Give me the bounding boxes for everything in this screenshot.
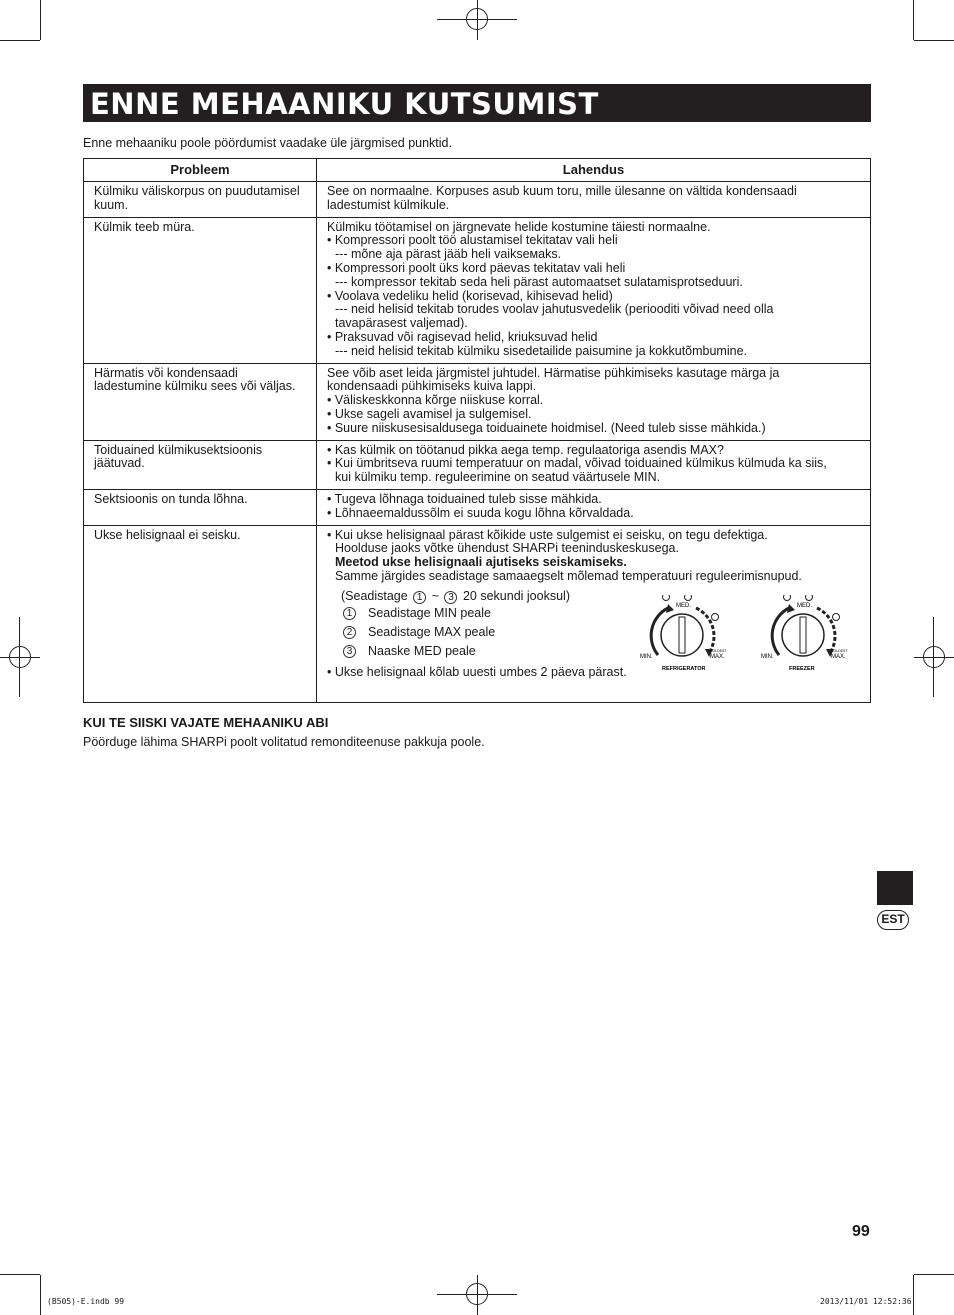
solution-text: Hoolduse jaoks võtke ühendust SHARPi teeninduskeskusega. (335, 541, 679, 556)
step-number: 1 (343, 607, 356, 620)
solution-text: • Suure niiskusesisaldusega toiduainete hoidmisel. (Need tuleb sisse mähkida.) (327, 420, 766, 435)
solution-text: --- kompressor tekitab seda heli pärast automaatset sulatamisprotseduuri. (335, 274, 743, 289)
registration-mark (466, 1283, 488, 1305)
header-problem: Probleem (84, 159, 317, 182)
step-number: 2 (343, 626, 356, 639)
crop-mark (914, 1274, 954, 1275)
problem-text: Külmiku väliskorpus on puudutamisel (94, 184, 300, 198)
problem-text: Ukse helisignaal ei seisku. (94, 527, 241, 542)
table-header-row (84, 159, 871, 182)
solution-text: --- neid helisid tekitab külmiku sisedetailide paisumine ja kokkutõmbumine. (335, 343, 747, 358)
crop-mark (913, 1275, 914, 1315)
crop-mark (0, 1274, 40, 1275)
problem-text: kuum. (94, 197, 129, 212)
title-bar (83, 84, 871, 122)
solution-text: • Väliskeskkonna kõrge niiskuse korral. (327, 393, 544, 408)
table-row (84, 440, 871, 489)
solution-text: • Kompressori poolt üks kord päevas tekitatav vali heli (327, 260, 626, 275)
solution-text: • Ukse sageli avamisel ja sulgemisel. (327, 406, 532, 421)
solution-text: kondensaadi pühkimiseks kuiva lappi. (327, 379, 537, 394)
solution-cell (317, 525, 871, 702)
solution-text: Samme järgides seadistage samaaegselt mõlemad temperatuuri reguleerimisnupud. (335, 568, 802, 583)
section-text: Pöörduge lähima SHARPi poolt volitatud remonditeenuse pakkuja poole. (83, 735, 485, 749)
dial-max-label: MAX. (831, 653, 846, 660)
step-number: 3 (343, 645, 356, 658)
table-row-last (84, 525, 871, 702)
problem-cell (84, 182, 317, 218)
solution-cell (317, 363, 871, 440)
table-row (84, 489, 871, 525)
problem-text: Külmik teeb müra. (94, 219, 195, 234)
temperature-dials-illustration (637, 595, 877, 680)
page-title: ENNE MEHAANIKU KUTSUMIST (90, 87, 599, 121)
crop-mark (40, 0, 41, 40)
dial-name-label: FREEZER (789, 665, 815, 672)
final-note: • Ukse helisignaal kõlab uuesti umbes 2 päeva pärast. (327, 665, 627, 680)
crop-mark (913, 0, 914, 40)
solution-text: kui külmiku temp. reguleerimine on seatud väärtusele MIN. (335, 470, 661, 485)
problem-text: ladestumine külmiku sees või väljas. (94, 379, 296, 394)
problem-cell (84, 440, 317, 489)
problem-cell (84, 525, 317, 702)
table-row (84, 182, 871, 218)
solution-text: --- mõne aja pärast jääb heli vaikseмaks. (335, 247, 562, 262)
solution-cell (317, 440, 871, 489)
solution-text: Külmiku töötamisel on järgnevate helide kostumine täiesti normaalne. (327, 219, 711, 234)
step-label: Seadistage MIN peale (368, 605, 491, 620)
step-number: 3 (444, 591, 457, 604)
timing-note: (Seadistage 1 ~ 3 20 sekundi jooksul) (341, 588, 570, 603)
crop-mark (0, 40, 40, 41)
crop-mark (40, 1275, 41, 1315)
problem-cell (84, 363, 317, 440)
solution-text: Meetod ukse helisignaali ajutiseks seiskamiseks. (335, 555, 627, 570)
problem-cell (84, 489, 317, 525)
solution-cell (317, 182, 871, 218)
section-title: KUI TE SIISKI VAJATE MEHAANIKU ABI (83, 715, 329, 730)
step-label: Seadistage MAX peale (368, 624, 496, 639)
dial-med-label: MED. (797, 602, 812, 609)
crop-mark (914, 40, 954, 41)
table-row (84, 363, 871, 440)
problem-text: Härmatis või kondensaadi (94, 365, 238, 380)
intro-text: Enne mehaaniku poole pöördumist vaadake üle järgmised punktid. (83, 136, 452, 150)
solution-text: tavapärasest valjemad). (335, 316, 468, 331)
page-number: 99 (852, 1223, 870, 1240)
solution-text: • Kompressori poolt töö alustamisel tekitatav vali heli (327, 233, 618, 248)
side-tab-marker (877, 871, 913, 905)
registration-mark (9, 646, 31, 668)
solution-text: --- neid helisid tekitab torudes voolav jahutusvedelik (periooditi võivad need olla (335, 302, 774, 317)
freezer-dial (761, 595, 848, 672)
step-label: Naaske MED peale (368, 643, 476, 658)
step-number: 1 (413, 591, 426, 604)
registration-mark (923, 646, 945, 668)
dial-max-label: MAX. (710, 653, 725, 660)
solution-text: ladestumist külmikule. (327, 197, 450, 212)
print-slug-file: (B505)-E.indb 99 (47, 1297, 125, 1306)
dial-coldest-label: COLDEST (710, 648, 727, 653)
solution-text: • Lõhnaeemaldussõlm ei suuda kogu lõhna kõrvaldada. (327, 505, 634, 520)
solution-cell (317, 489, 871, 525)
language-badge: EST (877, 910, 909, 930)
solution-text: • Praksuvad või ragisevad helid, kriuksuvad helid (327, 329, 598, 344)
problem-text: jäätuvad. (94, 456, 145, 471)
solution-text: • Kui ukse helisignaal pärast kõikide uste sulgemist ei seisku, on tegu defektiga. (327, 527, 768, 542)
dial-min-label: MIN. (640, 653, 653, 660)
solution-cell (317, 217, 871, 363)
dial-coldest-label: COLDEST (831, 648, 848, 653)
header-solution: Lahendus (317, 159, 871, 182)
solution-text: See on normaalne. Korpuses asub kuum toru, mille ülesanne on vältida kondensaadi (327, 184, 797, 198)
table-row (84, 217, 871, 363)
solution-text: • Kas külmik on töötanud pikka aega temp. regulaatoriga asendis MAX? (327, 442, 724, 457)
solution-text: • Kui ümbritseva ruumi temperatuur on madal, võivad toiduained külmikus külmuda ka siis, (327, 456, 827, 471)
problem-text: Toiduained külmikusektsioonis (94, 442, 263, 457)
problem-cell (84, 217, 317, 363)
dial-med-label: MED. (676, 602, 691, 609)
print-slug-date: 2013/11/01 12:52:36 (820, 1297, 912, 1306)
problem-text: Sektsioonis on tunda lõhna. (94, 491, 248, 506)
dial-min-label: MIN. (761, 653, 774, 660)
registration-mark (466, 8, 488, 30)
refrigerator-dial (640, 595, 727, 672)
solution-text: See võib aset leida järgmistel juhtudel. Härmatise pühkimiseks kasutage märga ja (327, 365, 780, 380)
troubleshooting-table (83, 158, 871, 703)
solution-text: • Voolava vedeliku helid (korisevad, kihisevad helid) (327, 288, 613, 303)
dial-name-label: REFRIGERATOR (662, 665, 706, 672)
solution-text: • Tugeva lõhnaga toiduained tuleb sisse mähkida. (327, 491, 602, 506)
